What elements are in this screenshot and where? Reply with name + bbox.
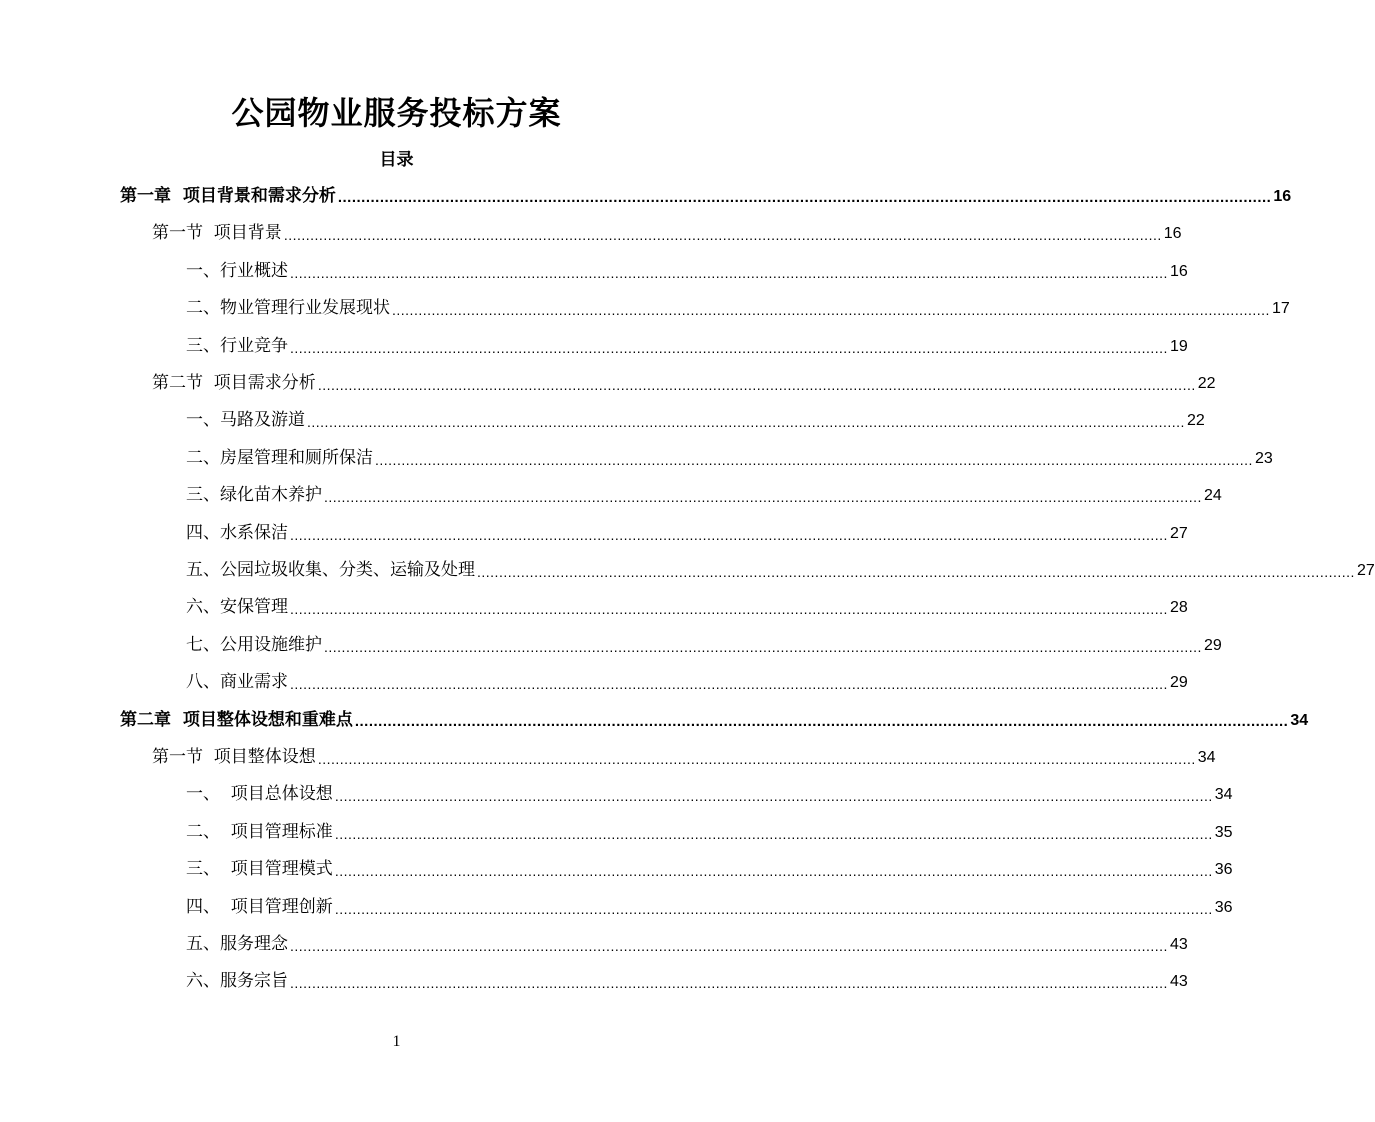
toc-entry-page: 19 bbox=[1169, 337, 1188, 355]
toc-leader-dots: ........................................................................................................................................................................................................ bbox=[317, 377, 1196, 393]
toc-entry[interactable] bbox=[186, 515, 1188, 543]
toc-entry[interactable] bbox=[152, 215, 1182, 244]
toc-entry-page: 27 bbox=[1169, 524, 1188, 542]
toc-leader-dots: ........................................................................................................................................................................................................ bbox=[337, 189, 1272, 206]
toc-entry-label: 三、绿化苗木养护 bbox=[186, 485, 322, 506]
toc-entry-page: 36 bbox=[1214, 898, 1233, 916]
toc-leader-dots: ........................................................................................................................................................................................................ bbox=[290, 676, 1168, 693]
toc-leader-dots: ........................................................................................................................................................................................................ bbox=[334, 900, 1213, 917]
document-title: 公园物业服务投标方案 bbox=[231, 94, 562, 132]
toc-entry-label: 六、安保管理 bbox=[186, 597, 288, 618]
toc-heading: 目录 bbox=[379, 150, 414, 170]
toc-leader-dots: ........................................................................................................................................................................................................ bbox=[324, 489, 1202, 506]
toc-entry-page: 16 bbox=[1163, 225, 1182, 243]
toc-entry[interactable] bbox=[186, 814, 1233, 842]
toc-entry-label: 三、 项目管理模式 bbox=[186, 859, 333, 880]
toc-entry-page: 24 bbox=[1203, 487, 1222, 505]
toc-leader-dots: ........................................................................................................................................................................................................ bbox=[290, 601, 1168, 618]
toc-entry-page: 27 bbox=[1356, 562, 1375, 579]
toc-leader-dots: ........................................................................................................................................................................................................ bbox=[324, 638, 1202, 655]
toc-entry-label: 一、马路及游道 bbox=[186, 410, 305, 431]
toc-leader-dots: ........................................................................................................................................................................................................ bbox=[354, 712, 1289, 730]
toc-entry-page: 29 bbox=[1169, 674, 1188, 692]
toc-entry-label: 一、行业概述 bbox=[186, 260, 288, 281]
toc-entry[interactable] bbox=[186, 851, 1233, 880]
toc-leader-dots: ........................................................................................................................................................................................................ bbox=[477, 564, 1355, 580]
toc-entry[interactable] bbox=[186, 328, 1188, 356]
toc-entry-page: 22 bbox=[1197, 375, 1216, 392]
toc-leader-dots: ........................................................................................................................................................................................................ bbox=[375, 451, 1253, 468]
toc-entry[interactable] bbox=[186, 627, 1222, 655]
toc-entry-page: 23 bbox=[1254, 449, 1273, 467]
toc-entry-page: 16 bbox=[1169, 262, 1188, 280]
toc-entry-label: 二、房屋管理和厕所保洁 bbox=[186, 447, 373, 468]
toc-entry[interactable] bbox=[152, 365, 1216, 393]
toc-entry[interactable] bbox=[186, 926, 1188, 954]
toc-entry-label: 六、服务宗旨 bbox=[186, 971, 288, 992]
toc-leader-dots: ........................................................................................................................................................................................................ bbox=[392, 302, 1270, 319]
toc-entry[interactable] bbox=[120, 702, 1309, 730]
toc-leader-dots: ........................................................................................................................................................................................................ bbox=[307, 414, 1185, 431]
toc-leader-dots: ........................................................................................................................................................................................................ bbox=[317, 751, 1196, 767]
toc-leader-dots: ........................................................................................................................................................................................................ bbox=[290, 975, 1168, 992]
toc-entry-page: 34 bbox=[1214, 786, 1233, 804]
toc-entry-label: 第二章 项目整体设想和重难点 bbox=[120, 709, 353, 730]
toc-entry[interactable] bbox=[186, 963, 1188, 992]
toc-entry-page: 35 bbox=[1214, 823, 1233, 841]
toc-entry-page: 34 bbox=[1290, 711, 1309, 729]
toc-entry-label: 四、 项目管理创新 bbox=[186, 896, 333, 917]
toc-leader-dots: ........................................................................................................................................................................................................ bbox=[334, 825, 1213, 842]
toc-entry[interactable] bbox=[186, 776, 1233, 805]
toc-entry-label: 八、商业需求 bbox=[186, 672, 288, 693]
toc-entry[interactable] bbox=[186, 664, 1188, 693]
toc-leader-dots: ........................................................................................................................................................................................................ bbox=[290, 264, 1168, 281]
toc-entry[interactable] bbox=[120, 178, 1292, 206]
toc-entry-label: 一、 项目总体设想 bbox=[186, 784, 333, 805]
toc-entry-label: 二、物业管理行业发展现状 bbox=[186, 298, 390, 319]
toc-entry[interactable] bbox=[186, 440, 1273, 468]
toc-entry-page: 29 bbox=[1203, 636, 1222, 654]
toc-leader-dots: ........................................................................................................................................................................................................ bbox=[290, 526, 1168, 543]
toc-entry-label: 七、公用设施维护 bbox=[186, 634, 322, 655]
toc-entry-label: 第一节 项目整体设想 bbox=[152, 747, 316, 767]
toc-entry-label: 二、 项目管理标准 bbox=[186, 821, 333, 842]
toc-entry-page: 16 bbox=[1273, 188, 1292, 205]
toc-entry[interactable] bbox=[186, 402, 1205, 431]
toc-entry-label: 三、行业竞争 bbox=[186, 335, 288, 356]
toc-entry-page: 34 bbox=[1197, 749, 1216, 766]
toc-entry[interactable] bbox=[186, 552, 1375, 580]
toc-entry-label: 五、服务理念 bbox=[186, 934, 288, 954]
toc-leader-dots: ........................................................................................................................................................................................................ bbox=[334, 863, 1213, 880]
toc-entry[interactable] bbox=[186, 253, 1188, 281]
toc-entry-label: 第一节 项目背景 bbox=[152, 223, 282, 244]
toc-leader-dots: ........................................................................................................................................................................................................ bbox=[334, 788, 1213, 805]
toc-entry-label: 第二节 项目需求分析 bbox=[152, 373, 316, 393]
toc-entry-page: 28 bbox=[1169, 599, 1188, 617]
toc-leader-dots: ........................................................................................................................................................................................................ bbox=[283, 227, 1162, 244]
toc-leader-dots: ........................................................................................................................................................................................................ bbox=[290, 938, 1168, 954]
toc-leader-dots: ........................................................................................................................................................................................................ bbox=[290, 339, 1168, 356]
toc-entry-label: 四、水系保洁 bbox=[186, 522, 288, 543]
toc-entry-page: 17 bbox=[1271, 300, 1290, 318]
toc-entry-page: 22 bbox=[1186, 412, 1205, 430]
toc-entry-label: 第一章 项目背景和需求分析 bbox=[120, 186, 336, 206]
toc-entry[interactable] bbox=[186, 889, 1233, 917]
toc-entry[interactable] bbox=[186, 477, 1222, 506]
toc-entry-page: 36 bbox=[1214, 861, 1233, 879]
toc-entry-page: 43 bbox=[1169, 936, 1188, 953]
toc-entry[interactable] bbox=[186, 589, 1188, 618]
page-number: 1 bbox=[392, 1033, 401, 1050]
toc-entry-label: 五、公园垃圾收集、分类、运输及处理 bbox=[186, 560, 475, 580]
toc-entry[interactable] bbox=[152, 739, 1216, 767]
toc-entry[interactable] bbox=[186, 290, 1290, 319]
toc-entry-page: 43 bbox=[1169, 973, 1188, 991]
